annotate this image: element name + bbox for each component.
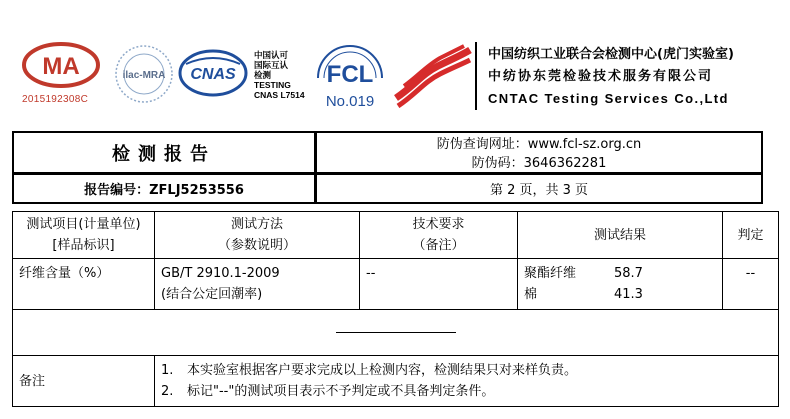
cnas-cert-line: 检测: [254, 70, 272, 80]
company-name-en: CNTAC Testing Services Co.,Ltd: [488, 91, 729, 106]
fiber-value: 41.3: [614, 287, 643, 302]
blank-row: [13, 310, 779, 356]
notes-content: [155, 356, 779, 407]
verify-code: 防伪码：3646362281: [471, 156, 607, 171]
blank-cell: [13, 310, 779, 356]
method-standard: GB/T 2910.1-2009: [161, 266, 280, 281]
header-divider: [475, 42, 477, 110]
company-name-cn-2: 中纺协东莞检验技术服务有限公司: [488, 69, 714, 84]
header-line: （参数说明）: [217, 238, 296, 253]
notes-row: [13, 356, 779, 407]
verify-site: 防伪查询网址：www.fcl-sz.org.cn: [436, 137, 642, 152]
note-item: [161, 360, 772, 381]
verification-info: [315, 131, 763, 174]
method-note: (结合公定回潮率): [161, 287, 263, 302]
report-number: 报告编号：ZFLJ5253556: [12, 173, 316, 204]
fcl-number: No.019: [325, 93, 375, 110]
table-header-row: [13, 212, 779, 259]
cnas-logo: [178, 46, 248, 100]
header-test-method: [155, 212, 360, 259]
ilac-mra-logo: [112, 42, 176, 106]
header-requirement: [360, 212, 518, 259]
ma-number: 2015192308C: [22, 94, 89, 105]
note-text: 本实验室根据客户要求完成以上检测内容，检测结果只对来样负责。: [187, 363, 578, 378]
fcl-logo: [310, 40, 390, 110]
result-line: [524, 284, 716, 305]
company-name-block: [488, 44, 734, 110]
test-item: 纤维含量（%）: [13, 259, 155, 310]
fiber-value: 58.7: [614, 266, 643, 281]
report-title: 检测报告: [12, 131, 316, 174]
verdict: --: [723, 259, 779, 310]
header-line: 测试项目(计量单位): [26, 217, 141, 232]
page-info: 第 2 页，共 3 页: [315, 173, 763, 204]
fiber-name: 聚酯纤维: [524, 266, 577, 281]
fcl-text: FCL: [326, 61, 374, 88]
note-index: 2.: [161, 384, 174, 399]
header-line: 测试结果: [593, 227, 646, 243]
cnas-cert-line: CNAS L7514: [254, 90, 305, 100]
cnas-logo-text: CNAS: [190, 66, 236, 83]
header-line: 测试方法: [230, 217, 283, 232]
notes-label: 备注: [13, 356, 155, 407]
requirement: --: [360, 259, 518, 310]
header-test-result: [518, 212, 723, 259]
header-line: [样品标识]: [52, 238, 115, 253]
header-line: （备注）: [412, 238, 465, 253]
test-results-table: [12, 211, 779, 407]
table-row: [13, 259, 779, 310]
company-name-cn-1: 中国纺织工业联合会检测中心(虎门实验室): [488, 47, 734, 62]
result-line: [524, 263, 716, 284]
end-of-results-line: [336, 332, 456, 333]
header-line: 技术要求: [412, 217, 465, 232]
note-text: 标记"--"的测试项目表示不予判定或不具备判定条件。: [187, 384, 495, 399]
test-method: [155, 259, 360, 310]
header-verdict: [723, 212, 779, 259]
note-item: [161, 381, 772, 402]
fiber-name: 棉: [524, 287, 538, 302]
cnas-cert-line: TESTING: [254, 80, 291, 90]
cnas-cert-line: 中国认可: [254, 50, 289, 60]
cma-logo: [22, 42, 100, 88]
header-test-item: [13, 212, 155, 259]
test-result: [518, 259, 723, 310]
cnas-cert-line: 国际互认: [254, 60, 289, 70]
company-wave-logo: [394, 44, 472, 108]
cnas-certification-text: [254, 50, 305, 100]
ma-logo-text: MA: [42, 53, 80, 80]
note-index: 1.: [161, 363, 174, 378]
header-line: 判定: [737, 227, 764, 243]
ilac-text: ilac-MRA: [122, 70, 166, 81]
